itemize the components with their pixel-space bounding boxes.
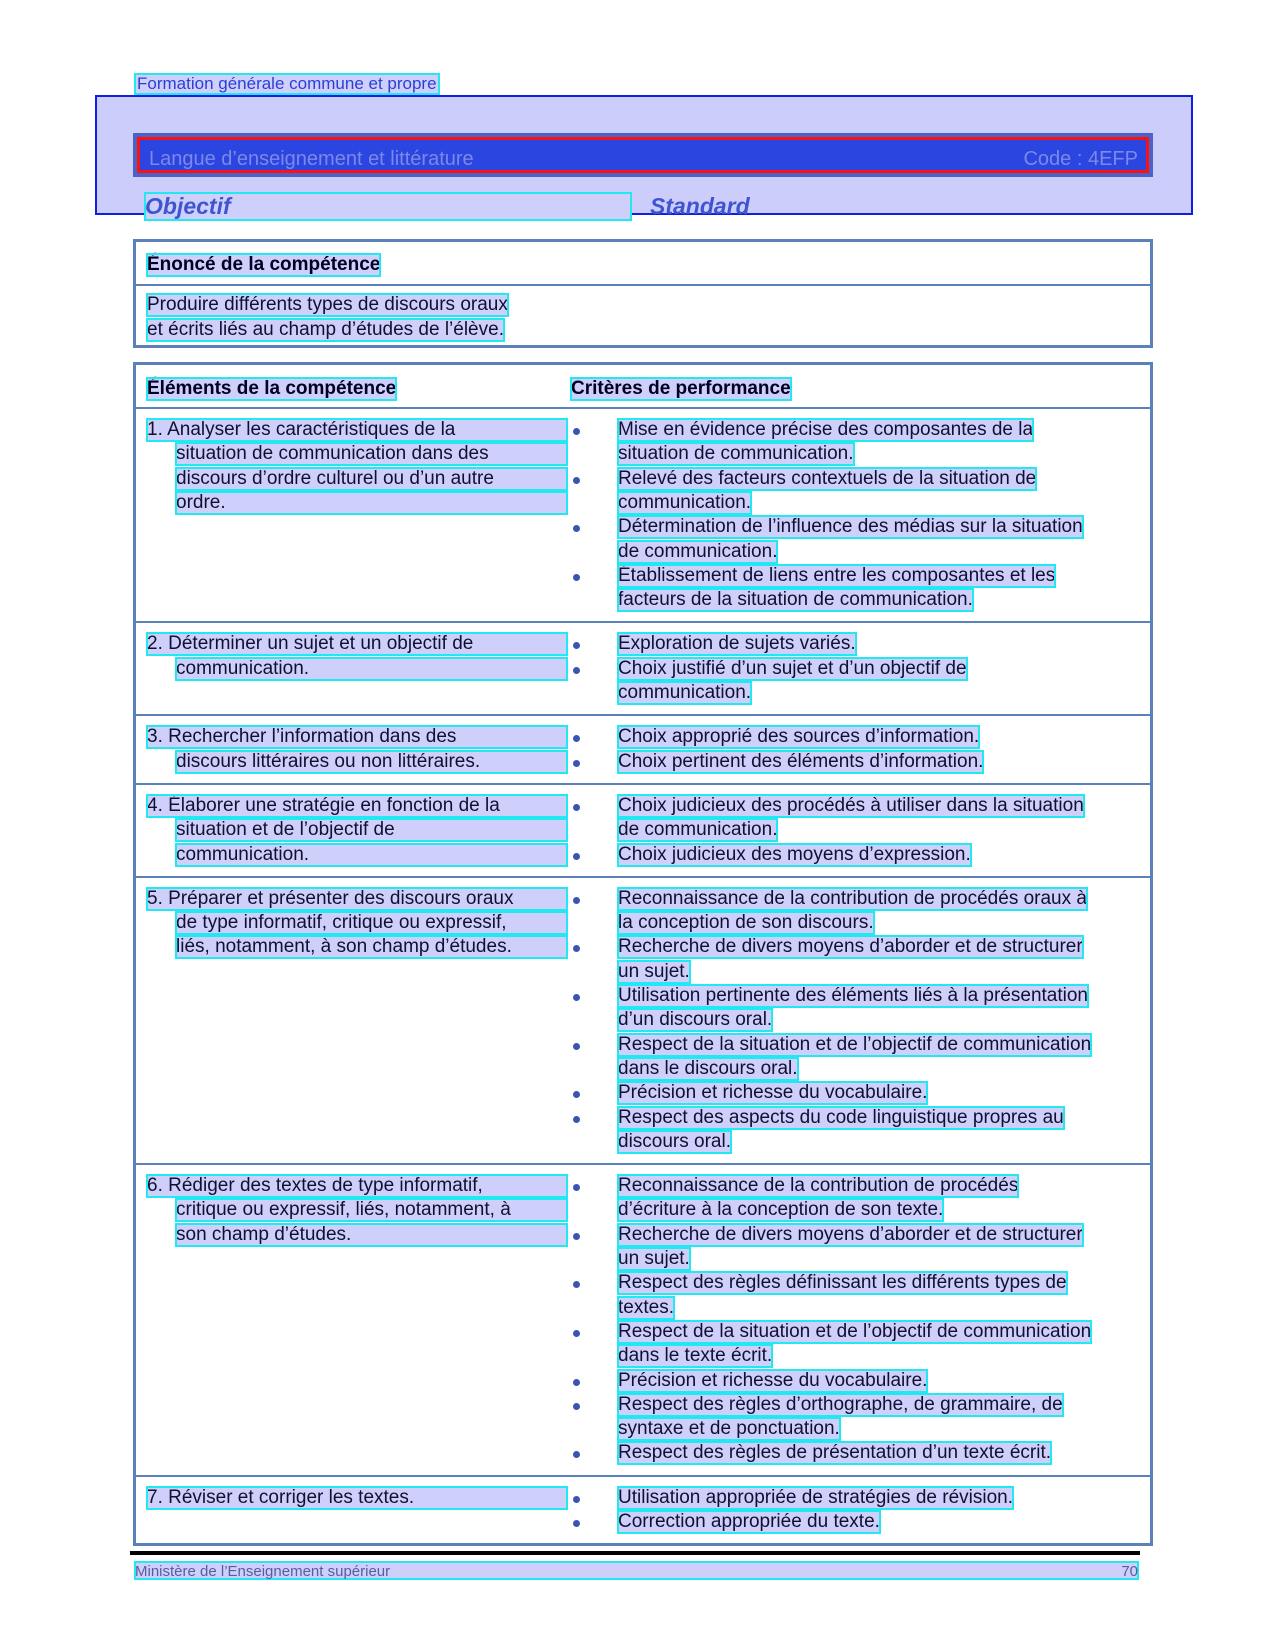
element-line: 3. Rechercher l’information dans des	[147, 726, 567, 748]
bullet-icon	[573, 1233, 580, 1240]
criterion-line: Respect des règles de présentation d’un texte écrit.	[618, 1442, 1052, 1464]
element-line: liés, notamment, à son champ d’études.	[176, 936, 567, 958]
bullet-icon	[573, 1451, 580, 1458]
criterion-line: Respect de la situation et de l’objectif de communication	[618, 1320, 1092, 1342]
bullet-icon	[573, 760, 580, 767]
bullet-icon	[573, 428, 580, 435]
criterion-line: situation de communication.	[618, 443, 854, 465]
element-line: discours d’ordre culturel ou d’un autre	[176, 468, 567, 490]
bullet-icon	[573, 735, 580, 742]
criterion-line: Reconnaissance de la contribution de procédés oraux à	[618, 887, 1087, 909]
element-line: de type informatif, critique ou expressif,	[176, 912, 567, 934]
row-divider	[136, 876, 1150, 878]
divider	[136, 284, 1150, 286]
element-line: situation de communication dans des	[176, 443, 567, 465]
criterion-line: Détermination de l’influence des médias sur la situation	[618, 516, 1083, 538]
title-bar	[133, 133, 1153, 177]
bullet-icon	[573, 477, 580, 484]
criterion-line: textes.	[618, 1296, 674, 1318]
course-code: Code : 4EFP	[1023, 148, 1138, 170]
criterion-line: Précision et richesse du vocabulaire.	[618, 1369, 928, 1391]
criterion-line: Respect des aspects du code linguistique propres au	[618, 1106, 1064, 1128]
element-line: 2. Déterminer un sujet et un objectif de	[147, 633, 567, 655]
criterion-line: facteurs de la situation de communication.	[618, 589, 973, 611]
criterion-line: Exploration de sujets variés.	[618, 633, 856, 655]
bullet-icon	[573, 945, 580, 952]
criterion-line: de communication.	[618, 819, 778, 841]
criterion-line: d’un discours oral.	[618, 1009, 773, 1031]
bullet-icon	[573, 1116, 580, 1123]
title-frame	[137, 137, 1149, 173]
element-line: communication.	[176, 844, 567, 866]
criterion-line: syntaxe et de ponctuation.	[618, 1418, 840, 1440]
bullet-icon	[573, 642, 580, 649]
bullet-icon	[573, 1281, 580, 1288]
row-divider	[136, 1475, 1150, 1477]
competence-table	[133, 362, 1153, 1546]
element-line: son champ d’études.	[176, 1224, 567, 1246]
footer-rule	[130, 1551, 1140, 1555]
criterion-line: Choix justifié d’un sujet et d’un objectif de	[618, 657, 967, 679]
criterion-line: Précision et richesse du vocabulaire.	[618, 1082, 928, 1104]
criterion-line: Choix approprié des sources d’information.	[618, 726, 980, 748]
criterion-line: Choix pertinent des éléments d’information.	[618, 750, 984, 772]
bullet-icon	[573, 1379, 580, 1386]
enonce-line: et écrits liés au champ d’études de l’élève.	[147, 319, 504, 340]
criterion-line: communication.	[618, 682, 752, 703]
criterion-line: Respect des règles d’orthographe, de grammaire, de	[618, 1393, 1063, 1415]
row-divider	[136, 621, 1150, 623]
criterion-line: la conception de son discours.	[618, 912, 874, 934]
criterion-line: Établissement de liens entre les composantes et les	[618, 564, 1056, 586]
criterion-line: Utilisation appropriée de stratégies de révision.	[618, 1486, 1013, 1508]
page-number: 70	[1121, 1563, 1138, 1580]
row-divider	[136, 783, 1150, 785]
element-line: 5. Préparer et présenter des discours oraux	[147, 888, 567, 910]
element-line: critique ou expressif, liés, notamment, à	[176, 1199, 567, 1221]
bullet-icon	[573, 1403, 580, 1410]
bullet-icon	[573, 853, 580, 860]
element-line: situation et de l’objectif de	[176, 819, 567, 841]
objectif-label: Objectif	[145, 193, 631, 220]
element-line: ordre.	[176, 492, 567, 514]
bullet-icon	[573, 667, 580, 674]
element-line: 1. Analyser les caractéristiques de la	[147, 419, 567, 441]
bullet-icon	[573, 1043, 580, 1050]
element-line: 4. Élaborer une stratégie en fonction de la	[147, 795, 567, 817]
criterion-line: Respect de la situation et de l’objectif de communication	[618, 1033, 1092, 1055]
criterion-line: Recherche de divers moyens d’aborder et de structurer	[618, 1223, 1083, 1245]
criterion-line: un sujet.	[618, 1248, 690, 1269]
element-line: 6. Rédiger des textes de type informatif,	[147, 1175, 567, 1197]
enonce-heading: Énoncé de la compétence	[147, 254, 381, 275]
bullet-icon	[573, 574, 580, 581]
criterion-line: Correction appropriée du texte.	[618, 1511, 880, 1532]
standard-label: Standard	[650, 193, 750, 219]
criterion-line: Mise en évidence précise des composantes de la	[618, 419, 1034, 440]
criterion-line: Reconnaissance de la contribution de procédés	[618, 1175, 1019, 1197]
enonce-line: Produire différents types de discours oraux	[147, 294, 508, 315]
bullet-icon	[573, 525, 580, 532]
criterion-line: Utilisation pertinente des éléments liés à la présentation	[618, 985, 1088, 1006]
criterion-line: de communication.	[618, 540, 778, 562]
bullet-icon	[573, 1520, 580, 1527]
bullet-icon	[573, 1184, 580, 1191]
row-divider	[136, 1163, 1150, 1165]
criterion-line: communication.	[618, 491, 752, 513]
criterion-line: Choix judicieux des moyens d’expression.	[618, 843, 971, 865]
section-label: Formation générale commune et propre	[137, 74, 437, 93]
bullet-icon	[573, 994, 580, 1001]
element-line: discours littéraires ou non littéraires.	[176, 751, 567, 773]
criterion-line: Recherche de divers moyens d’aborder et de structurer	[618, 936, 1083, 958]
bullet-icon	[573, 1091, 580, 1098]
bullet-icon	[573, 1330, 580, 1337]
criterion-line: Choix judicieux des procédés à utiliser dans la situation	[618, 794, 1084, 816]
bullet-icon	[573, 804, 580, 811]
criterion-line: un sujet.	[618, 960, 690, 982]
criterion-line: dans le texte écrit.	[618, 1345, 773, 1367]
footer-ministry: Ministère de l’Enseignement supérieur	[135, 1563, 391, 1580]
criterion-line: discours oral.	[618, 1130, 731, 1152]
row-divider	[136, 714, 1150, 716]
criterion-line: d’écriture à la conception de son texte.	[618, 1199, 944, 1221]
column-header-elements: Éléments de la compétence	[147, 378, 397, 399]
element-line: 7. Réviser et corriger les textes.	[147, 1487, 567, 1509]
column-header-criteres: Critères de performance	[571, 378, 791, 399]
criterion-line: Relevé des facteurs contextuels de la situation de	[618, 467, 1037, 489]
bullet-icon	[573, 897, 580, 904]
criterion-line: Respect des règles définissant les différents types de	[618, 1272, 1067, 1294]
course-title: Langue d’enseignement et littérature	[149, 148, 474, 170]
enonce-box	[133, 239, 1153, 348]
bullet-icon	[573, 1496, 580, 1503]
divider	[136, 407, 1150, 409]
criterion-line: dans le discours oral.	[618, 1057, 798, 1079]
element-line: communication.	[176, 658, 567, 680]
